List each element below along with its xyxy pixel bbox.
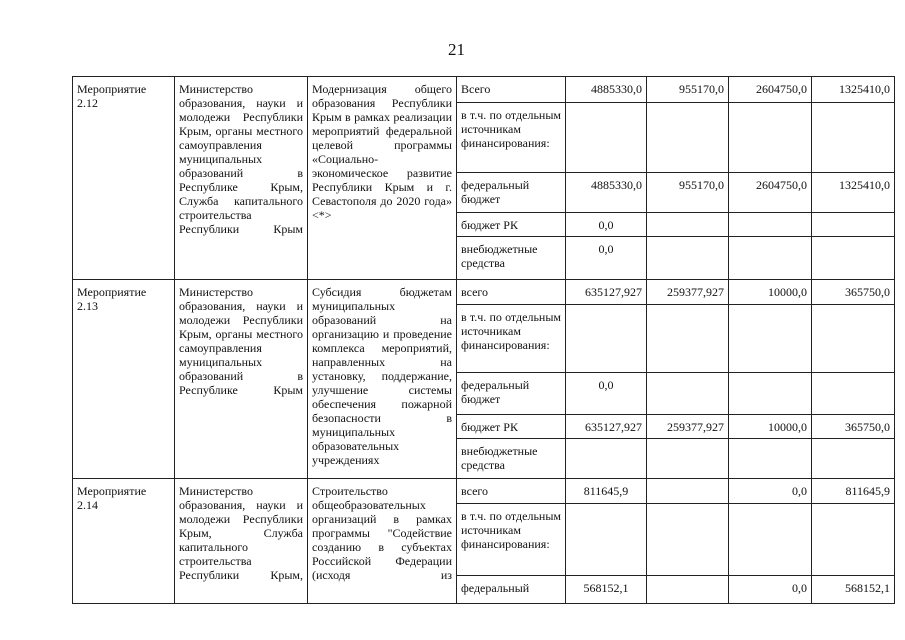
event-cell: Мероприятие 2.12 bbox=[73, 77, 175, 280]
value-cell: 4885330,0 bbox=[566, 173, 647, 213]
value-cell: 955170,0 bbox=[647, 77, 729, 103]
value-cell bbox=[812, 237, 895, 280]
value-cell: 568152,1 bbox=[812, 576, 895, 604]
value-cell bbox=[812, 504, 895, 576]
value-cell: 568152,1 bbox=[566, 576, 647, 604]
value-cell bbox=[729, 305, 812, 373]
value-cell bbox=[729, 439, 812, 479]
source-cell: в т.ч. по отдельным источникам финансирования: bbox=[457, 103, 566, 173]
description-cell: Субсидия бюджетам муниципальных образований на организацию и проведение комплекса мероприятий, направленных на установку, поддержание, улучшение системы обеспечения пожарной безопасности в муниципальных образовательных учреждениях bbox=[308, 280, 457, 479]
source-cell: Всего bbox=[457, 77, 566, 103]
value-cell: 0,0 bbox=[566, 237, 647, 280]
source-cell: федеральный bbox=[457, 576, 566, 604]
value-cell: 1325410,0 bbox=[812, 77, 895, 103]
value-cell: 811645,9 bbox=[812, 479, 895, 504]
value-cell bbox=[647, 576, 729, 604]
value-cell bbox=[812, 213, 895, 237]
source-cell: внебюджетные средства bbox=[457, 237, 566, 280]
value-cell: 635127,927 bbox=[566, 280, 647, 305]
value-cell bbox=[647, 213, 729, 237]
value-cell bbox=[729, 504, 812, 576]
executor-cell: Министерство образования, науки и молодежи Республики Крым, Служба капитального строительства Республики Крым, bbox=[175, 479, 308, 604]
value-cell bbox=[647, 373, 729, 415]
value-cell: 2604750,0 bbox=[729, 173, 812, 213]
value-cell bbox=[566, 305, 647, 373]
table-row bbox=[73, 77, 895, 103]
source-cell: бюджет РК bbox=[457, 213, 566, 237]
value-cell: 0,0 bbox=[566, 373, 647, 415]
value-cell bbox=[566, 439, 647, 479]
value-cell: 1325410,0 bbox=[812, 173, 895, 213]
value-cell bbox=[729, 373, 812, 415]
value-cell: 4885330,0 bbox=[566, 77, 647, 103]
source-cell: всего bbox=[457, 479, 566, 504]
value-cell: 10000,0 bbox=[729, 415, 812, 439]
source-cell: в т.ч. по отдельным источникам финансирования: bbox=[457, 504, 566, 576]
value-cell: 0,0 bbox=[729, 576, 812, 604]
value-cell bbox=[647, 504, 729, 576]
table-row bbox=[73, 280, 895, 305]
source-cell: в т.ч. по отдельным источникам финансирования: bbox=[457, 305, 566, 373]
source-cell: внебюджетные средства bbox=[457, 439, 566, 479]
value-cell bbox=[647, 479, 729, 504]
executor-cell: Министерство образования, науки и молодежи Республики Крым, органы местного самоуправления муниципальных образований в Республике Крым bbox=[175, 280, 308, 479]
executor-cell: Министерство образования, науки и молодежи Республики Крым, органы местного самоуправления муниципальных образований в Республике Крым, Служба капитального строительства Республики Крым bbox=[175, 77, 308, 280]
value-cell: 0,0 bbox=[729, 479, 812, 504]
value-cell bbox=[647, 237, 729, 280]
value-cell bbox=[647, 305, 729, 373]
source-cell: всего bbox=[457, 280, 566, 305]
source-cell: федеральный бюджет bbox=[457, 173, 566, 213]
value-cell: 365750,0 bbox=[812, 280, 895, 305]
value-cell bbox=[566, 103, 647, 173]
event-cell: Мероприятие 2.14 bbox=[73, 479, 175, 604]
value-cell bbox=[729, 103, 812, 173]
value-cell bbox=[729, 237, 812, 280]
value-cell: 259377,927 bbox=[647, 415, 729, 439]
budget-table bbox=[72, 76, 895, 604]
value-cell: 10000,0 bbox=[729, 280, 812, 305]
value-cell bbox=[812, 103, 895, 173]
value-cell bbox=[566, 504, 647, 576]
page-number: 21 bbox=[448, 40, 465, 59]
value-cell bbox=[812, 373, 895, 415]
table-row bbox=[73, 479, 895, 504]
value-cell: 635127,927 bbox=[566, 415, 647, 439]
value-cell: 2604750,0 bbox=[729, 77, 812, 103]
value-cell bbox=[729, 213, 812, 237]
value-cell bbox=[647, 103, 729, 173]
event-cell: Мероприятие 2.13 bbox=[73, 280, 175, 479]
value-cell: 811645,9 bbox=[566, 479, 647, 504]
value-cell: 955170,0 bbox=[647, 173, 729, 213]
value-cell bbox=[812, 305, 895, 373]
description-cell: Строительство общеобразовательных организаций в рамках программы "Содействие созданию в субъектах Российской Федерации (исходя из bbox=[308, 479, 457, 604]
value-cell: 259377,927 bbox=[647, 280, 729, 305]
description-cell: Модернизация общего образования Республики Крым в рамках реализации мероприятий федеральной целевой программы «Социально-экономическое развитие Республики Крым и г. Севастополя до 2020 года» <*> bbox=[308, 77, 457, 280]
value-cell bbox=[647, 439, 729, 479]
source-cell: федеральный бюджет bbox=[457, 373, 566, 415]
value-cell: 365750,0 bbox=[812, 415, 895, 439]
value-cell: 0,0 bbox=[566, 213, 647, 237]
source-cell: бюджет РК bbox=[457, 415, 566, 439]
value-cell bbox=[812, 439, 895, 479]
